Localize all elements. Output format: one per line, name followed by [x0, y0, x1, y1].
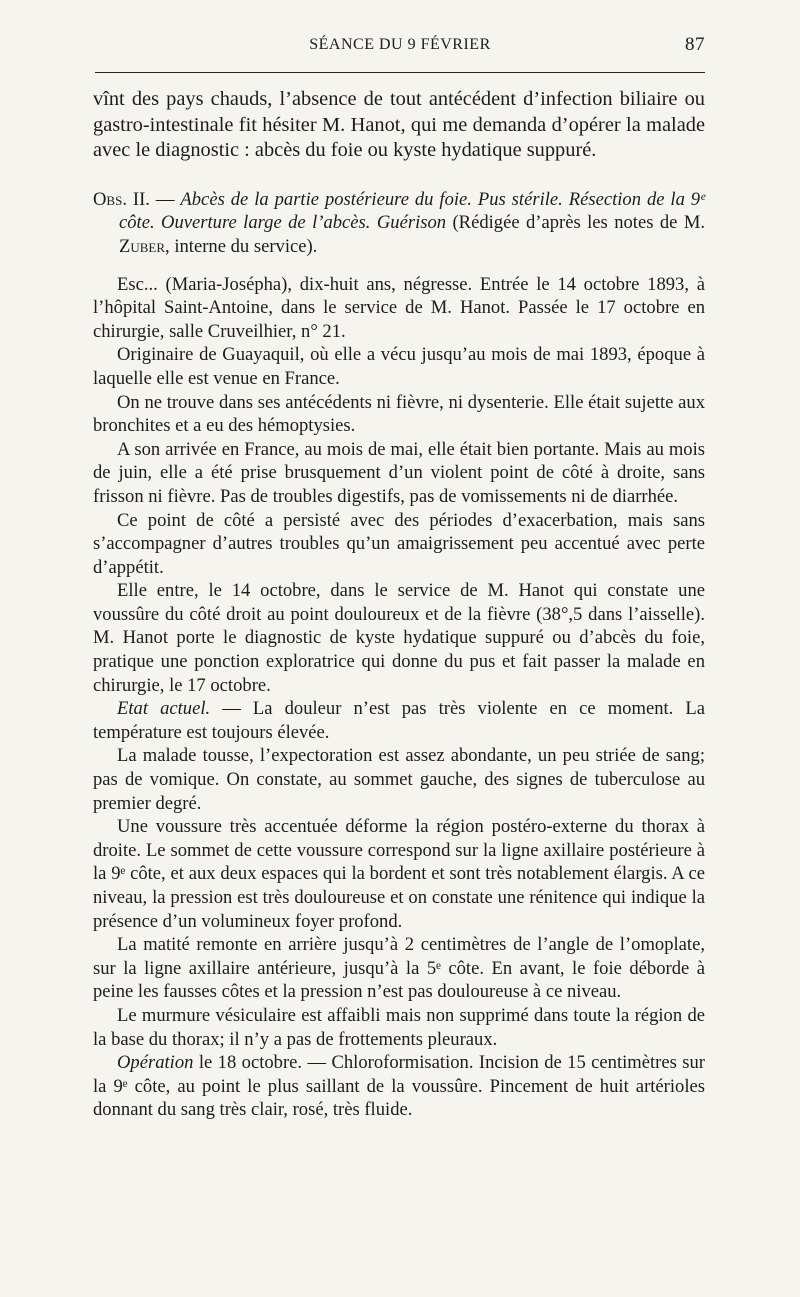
page-number: 87 [685, 34, 705, 55]
etat-label: Etat actuel. [117, 698, 211, 720]
obs-tail: , interne du service). [165, 235, 318, 257]
paragraph: Une voussure très accentuée déforme la région postéro-externe du thorax à droite. Le sommet de cette voussure correspond sur la ligne axillaire postérieure à la 9ᵉ côte, et aux deux espaces qui la bordent et sont très notablement élargis. A ce niveau, la pression est très douloureuse et on constate une rénitence qui indique la présence d’un volumineux foyer profond. [93, 816, 705, 932]
operation-paragraph [93, 1051, 705, 1122]
paragraph: Elle entre, le 14 octobre, dans le service de M. Hanot qui constate une voussûre du côté droit au point douloureux et de la fièvre (38°,5 dans l’aisselle). M. Hanot porte le diagnostic de kyste hydatique suppuré ou d’abcès du foie, pratique une ponction exploratrice qui donne du pus et fait passer la malade en chirurgie, le 17 octobre. [93, 580, 705, 696]
body-text [93, 87, 705, 1122]
obs-label: Obs. II. [93, 188, 150, 210]
paragraph: On ne trouve dans ses antécédents ni fièvre, ni dysenterie. Elle était sujette aux bronchites et a eu des hémoptysies. [93, 391, 705, 437]
observation-heading [93, 188, 705, 259]
operation-label: Opération [117, 1052, 194, 1074]
paragraph: Ce point de côté a persisté avec des périodes d’exacerbation, mais sans s’accompagner d’autres troubles qu’un amaigrissement peu accentué avec perte d’appétit. [93, 509, 705, 578]
paragraph: A son arrivée en France, au mois de mai, elle était bien portante. Mais au mois de juin, elle a été prise brusquement d’un violent point de côté à droite, sans frisson ni fièvre. Pas de troubles digestifs, pas de vomissements ni de diarrhée. [93, 438, 705, 507]
obs-title: Abcès de la partie postérieure du foie. Pus stérile. Résection de la 9ᵉ côte. Ouverture large de l’abcès. Guérison [119, 188, 705, 234]
operation-text: le 18 octobre. — Chloroformisation. Incision de 15 centimètres sur la 9ᵉ côte, au point le plus saillant de la voussûre. Pincement de huit artérioles donnant du sang très clair, rosé, très fluide. [93, 1052, 705, 1121]
paragraph: Originaire de Guayaquil, où elle a vécu jusqu’au mois de mai 1893, époque à laquelle elle est venue en France. [93, 344, 705, 389]
obs-dash: — [149, 188, 181, 210]
running-title: SÉANCE DU 9 FÉVRIER [309, 36, 491, 53]
paragraph: Le murmure vésiculaire est affaibli mais non supprimé dans toute la région de la base du thorax; il n’y a pas de frottements pleuraux. [93, 1004, 705, 1050]
paragraph: Esc... (Maria-Josépha), dix-huit ans, négresse. Entrée le 14 octobre 1893, à l’hôpital Saint-Antoine, dans le service de M. Hanot. Passée le 17 octobre en chirurgie, salle Cruveilhier, n° 21. [93, 273, 705, 342]
paragraph: La matité remonte en arrière jusqu’à 2 centimètres de l’angle de l’omoplate, sur la ligne axillaire antérieure, jusqu’à la 5ᵉ côte. En avant, le foie déborde à peine les fausses côtes et la pression n’est pas douloureuse à ce niveau. [93, 934, 705, 1003]
paragraph: La malade tousse, l’expectoration est assez abondante, un peu striée de sang; pas de vomique. On constate, au sommet gauche, des signes de tuberculose au premier degré. [93, 745, 705, 814]
header-rule [95, 72, 705, 73]
obs-author: Zuber [119, 235, 166, 257]
intro-paragraph: vînt des pays chauds, l’absence de tout antécédent d’infection biliaire ou gastro-intestinale fit hésiter M. Hanot, qui me demanda d’opérer la malade avec le diagnostic : abcès du foie ou kyste hydatique suppuré. [93, 88, 705, 162]
obs-after: (Rédigée d’après les notes de M. [446, 212, 705, 234]
running-header [95, 36, 705, 62]
etat-paragraph [93, 697, 705, 744]
etat-text: — La douleur n’est pas très violente en ce moment. La température est toujours élevée. [93, 698, 705, 743]
